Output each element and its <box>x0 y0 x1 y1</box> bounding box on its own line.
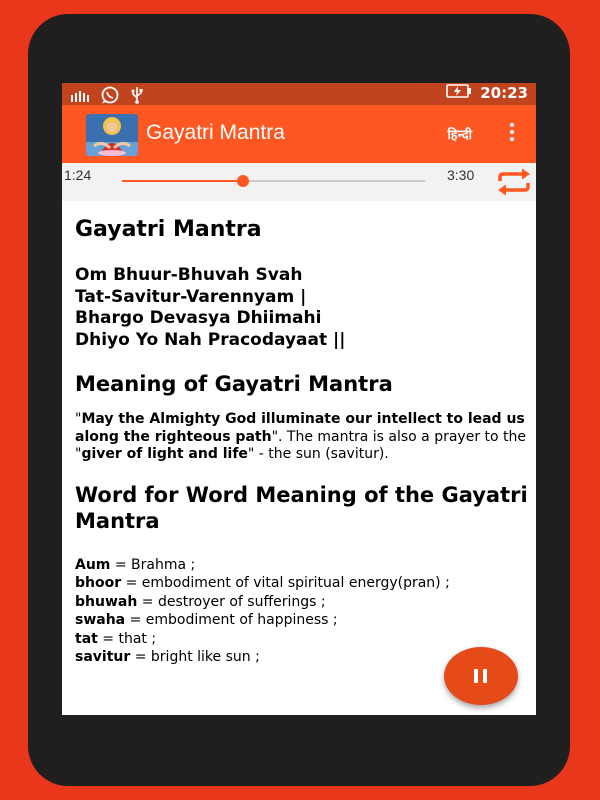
seek-bar-progress <box>122 180 243 182</box>
word-meaning-list <box>75 556 528 667</box>
app-notification-icon <box>70 88 90 107</box>
mantra-line: Dhiyo Yo Nah Pracodayaat || <box>75 329 346 350</box>
list-item: tat = that ; <box>75 630 157 647</box>
seek-bar-thumb[interactable] <box>237 175 249 187</box>
battery-charging-icon <box>446 84 472 102</box>
list-item: swaha = embodiment of happiness ; <box>75 612 338 628</box>
app-title: Gayatri Mantra <box>146 121 285 144</box>
repeat-icon[interactable] <box>494 167 534 197</box>
app-screen <box>62 83 536 715</box>
pause-button[interactable] <box>444 647 518 705</box>
status-time: 20:23 <box>480 84 528 102</box>
mantra-line: Tat-Savitur-Varennyam | <box>75 286 307 307</box>
total-time: 3:30 <box>447 167 475 183</box>
goddess-gayatri-image[interactable] <box>86 114 138 156</box>
pause-icon <box>474 669 478 683</box>
mantra-text <box>75 265 528 351</box>
meaning-heading: Meaning of Gayatri Mantra <box>75 372 393 396</box>
seek-bar[interactable] <box>122 180 425 182</box>
meaning-paragraph: "May the Almighty God illuminate our intellect to lead us along the righteous path". The mantra is also a prayer to the "giver of light and life" - the sun (savitur). <box>75 411 527 462</box>
mantra-line: Om Bhuur-Bhuvah Svah <box>75 265 303 285</box>
list-item: bhuwah = destroyer of sufferings ; <box>75 593 326 610</box>
overflow-menu-icon[interactable] <box>508 123 516 145</box>
current-time: 1:24 <box>64 167 92 183</box>
word-meaning-heading: Word for Word Meaning of the Gayatri Mantra <box>75 482 528 533</box>
app-bar <box>62 105 536 163</box>
list-item: savitur = bright like sun ; <box>75 649 260 665</box>
status-bar <box>62 83 536 105</box>
content-title: Gayatri Mantra <box>75 217 262 242</box>
audio-player <box>62 163 536 201</box>
mantra-content <box>62 201 536 667</box>
list-item: bhoor = embodiment of vital spiritual energy(pran) ; <box>75 575 450 591</box>
hindi-language-button[interactable]: हिन्दी <box>447 128 472 143</box>
list-item: Aum = Brahma ; <box>75 556 196 573</box>
mantra-line: Bhargo Devasya Dhiimahi <box>75 308 322 328</box>
